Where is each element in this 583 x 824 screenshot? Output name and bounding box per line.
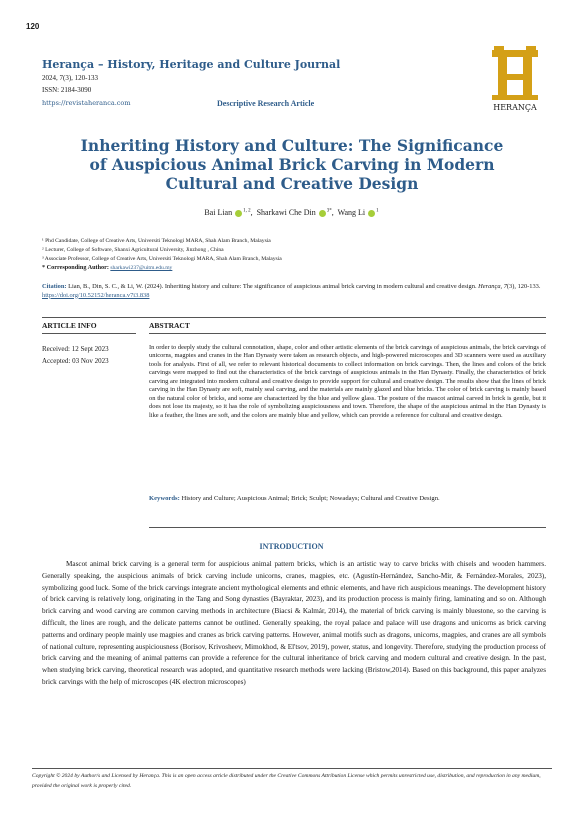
author-sup: 1, 2 xyxy=(243,208,251,214)
journal-issn: ISSN: 2184-3090 xyxy=(42,86,92,94)
citation-doi-link[interactable]: https://doi.org/10.52152/heranca.v7i3.838 xyxy=(42,291,150,299)
orcid-icon[interactable] xyxy=(319,210,326,217)
introduction-heading: INTRODUCTION xyxy=(259,542,324,551)
citation-journal: Herança, 7 xyxy=(478,283,507,290)
abstract-text: In order to deeply study the cultural connotation, shape, color and other artistic elements of the brick carvings of auspicious animals, the brick carvings of unicorns, magpies and cranes in the Han Dynasty were taken as research objects, and high-powered microscopes and 3D scanners were used as auxiliary tools for analysis. First of all, we refer to relevant historical documents to collect information on brick carvings. Then, the lines and colors of the brick carvings were mapped to find out the characteristics of the brick carvings of auspicious animals in the Han Dynasty. Finally, the characteristics of brick carving are integrated into modern cultural and creative design to provide support for cultural and creative design. The results show that the lines of brick carving in the Han Dynasty are soft, mainly seal carving, and the materials are mainly glazed and blue bricks. The color of brick carving is mainly based on the natural color of bricks, and some are characterized by the blue and yellow glass. The posture of the mascot animal carved in brick is gentle, but it does not lose its majesty, so it has the role of symbolizing auspiciousness and town. Therefore, the shape of the auspicious animal in the Han Dynasty is like a feather, the lines are soft, and the colors are mainly blue and yellow, which can provide a reference for cultural and creative design. xyxy=(149,344,546,419)
orcid-icon[interactable] xyxy=(235,210,242,217)
received-date: Received: 12 Sept 2023 xyxy=(42,345,109,353)
logo-text: HERANÇA xyxy=(493,103,537,112)
article-title: Inheriting History and Culture: The Significance of Auspicious Animal Brick Carving in Modern Cultural and Creative Design xyxy=(80,136,504,193)
page-number: 120 xyxy=(26,22,40,31)
introduction-text: Mascot animal brick carving is a general term for auspicious animal pattern bricks, which is an artistic way to carve bricks with chisels and wooden hammers. Generally speaking, the auspicious animals of brick carving include unicorns, cranes, magpies, etc. (Agustín-Hernández, Sancho-Mir, & Fernández-Morales, 2023), symbolizing good luck. Some of the brick carvings integrate ancient mythological elements and ethnic elements, and have rich auspicious meanings. The development history of brick carving is relatively long, originating in the Tang and Song dynasties (Bayraktar, 2023), and its production process is mainly firing, laminating and so on. Although brick carving and wood carving are common carving methods in architecture (Biacsi & Kalmár, 2014), the material of brick carving is mainly bluestone, so the carving is difficult, the lines are rough, and the delicate patterns cannot be outlined. Generally speaking, the royal palace and palace will use dragons and unicorns as brick carving patterns and ordinary people mainly use magpies and cranes as brick carving patterns. However, animal motifs such as dragons, unicorns, magpies, and cranes are all symbols of national culture, representing auspiciousness (Borisov, Krivosheev, Mimokhod, & El'tsov, 2019), power, status, and longevity. Therefore, studying the production process of brick carving and the meaning of animal patterns can provide a reference for the cultural inheritance of brick carving and modern cultural and creative design. In the past, when studying brick carving, theoretical research was adopted, and quantitative research methods were lacking (Bristow,2014). Based on this background, this paper analyzes brick carvings with the help of microscopes (4K electron microscopes) xyxy=(42,560,546,686)
divider xyxy=(32,768,552,769)
keywords-label: Keywords: xyxy=(149,495,180,502)
orcid-icon[interactable] xyxy=(368,210,375,217)
abstract-heading: ABSTRACT xyxy=(149,321,190,330)
author-sup: 1 xyxy=(376,208,379,214)
citation-pages: (3), 120-133. xyxy=(506,283,541,290)
corresponding-author xyxy=(42,264,542,273)
author-name: Bai Lian xyxy=(204,208,233,217)
journal-logo xyxy=(484,46,546,114)
accepted-date: Accepted: 03 Nov 2023 xyxy=(42,357,109,365)
author-sup: 3* xyxy=(326,208,332,214)
author-name: Sharkawi Che Din xyxy=(256,208,316,217)
journal-title: Herança – History, Heritage and Culture Journal xyxy=(42,58,341,71)
author-name: Wang Li xyxy=(337,208,366,217)
journal-url[interactable]: https://revistaheranca.com xyxy=(42,99,131,107)
article-type: Descriptive Research Article xyxy=(217,99,315,108)
author-list: Bai Lian $^{1, 2}$, Sharkawi Che Din $^{3*}$, Wang Li $^1$ xyxy=(204,208,379,217)
citation-text: Lian, B., Din, S. C., & Li, W. (2024). Inheriting history and culture: The significance of auspicious animal brick carving in modern cultural and creative design. xyxy=(68,283,477,290)
divider xyxy=(42,317,546,318)
citation-block xyxy=(42,283,542,300)
divider xyxy=(149,333,546,334)
affiliation: ² Lecturer, College of Software, Shanxi Agricultural University, Jinzhong , China xyxy=(42,247,224,253)
divider xyxy=(42,333,136,334)
article-info-heading: ARTICLE INFO xyxy=(42,321,97,330)
citation-label: Citation: xyxy=(42,283,67,290)
divider xyxy=(149,527,546,528)
corresponding-label: * Corresponding Author: xyxy=(42,264,109,271)
corresponding-email[interactable]: sharkawi237@uitm.edu.my xyxy=(110,265,173,271)
keywords-text: History and Culture; Auspicious Animal; Brick; Sculpt; Nowadays; Cultural and Creative Design. xyxy=(181,495,440,502)
copyright-notice: Copyright © 2024 by Author/s and Licensed by Herança. This is an open access article distributed under the Creative Commons Attribution License which permits unrestricted use, distribution, and reproduction in any medium, provided the original work is properly cited. xyxy=(32,773,541,789)
affiliation: ¹ Phd Candidate, College of Creative Arts, Universiti Teknologi MARA, Shah Alam Branch, Malaysia xyxy=(42,238,271,244)
journal-volume: 2024, 7(3), 120-133 xyxy=(42,74,98,82)
affiliation: ³ Associate Professor, College of Creative Arts, Universiti Teknologi MARA, Shah Alam Branch, Malaysia xyxy=(42,256,282,262)
keywords-block xyxy=(149,494,546,504)
